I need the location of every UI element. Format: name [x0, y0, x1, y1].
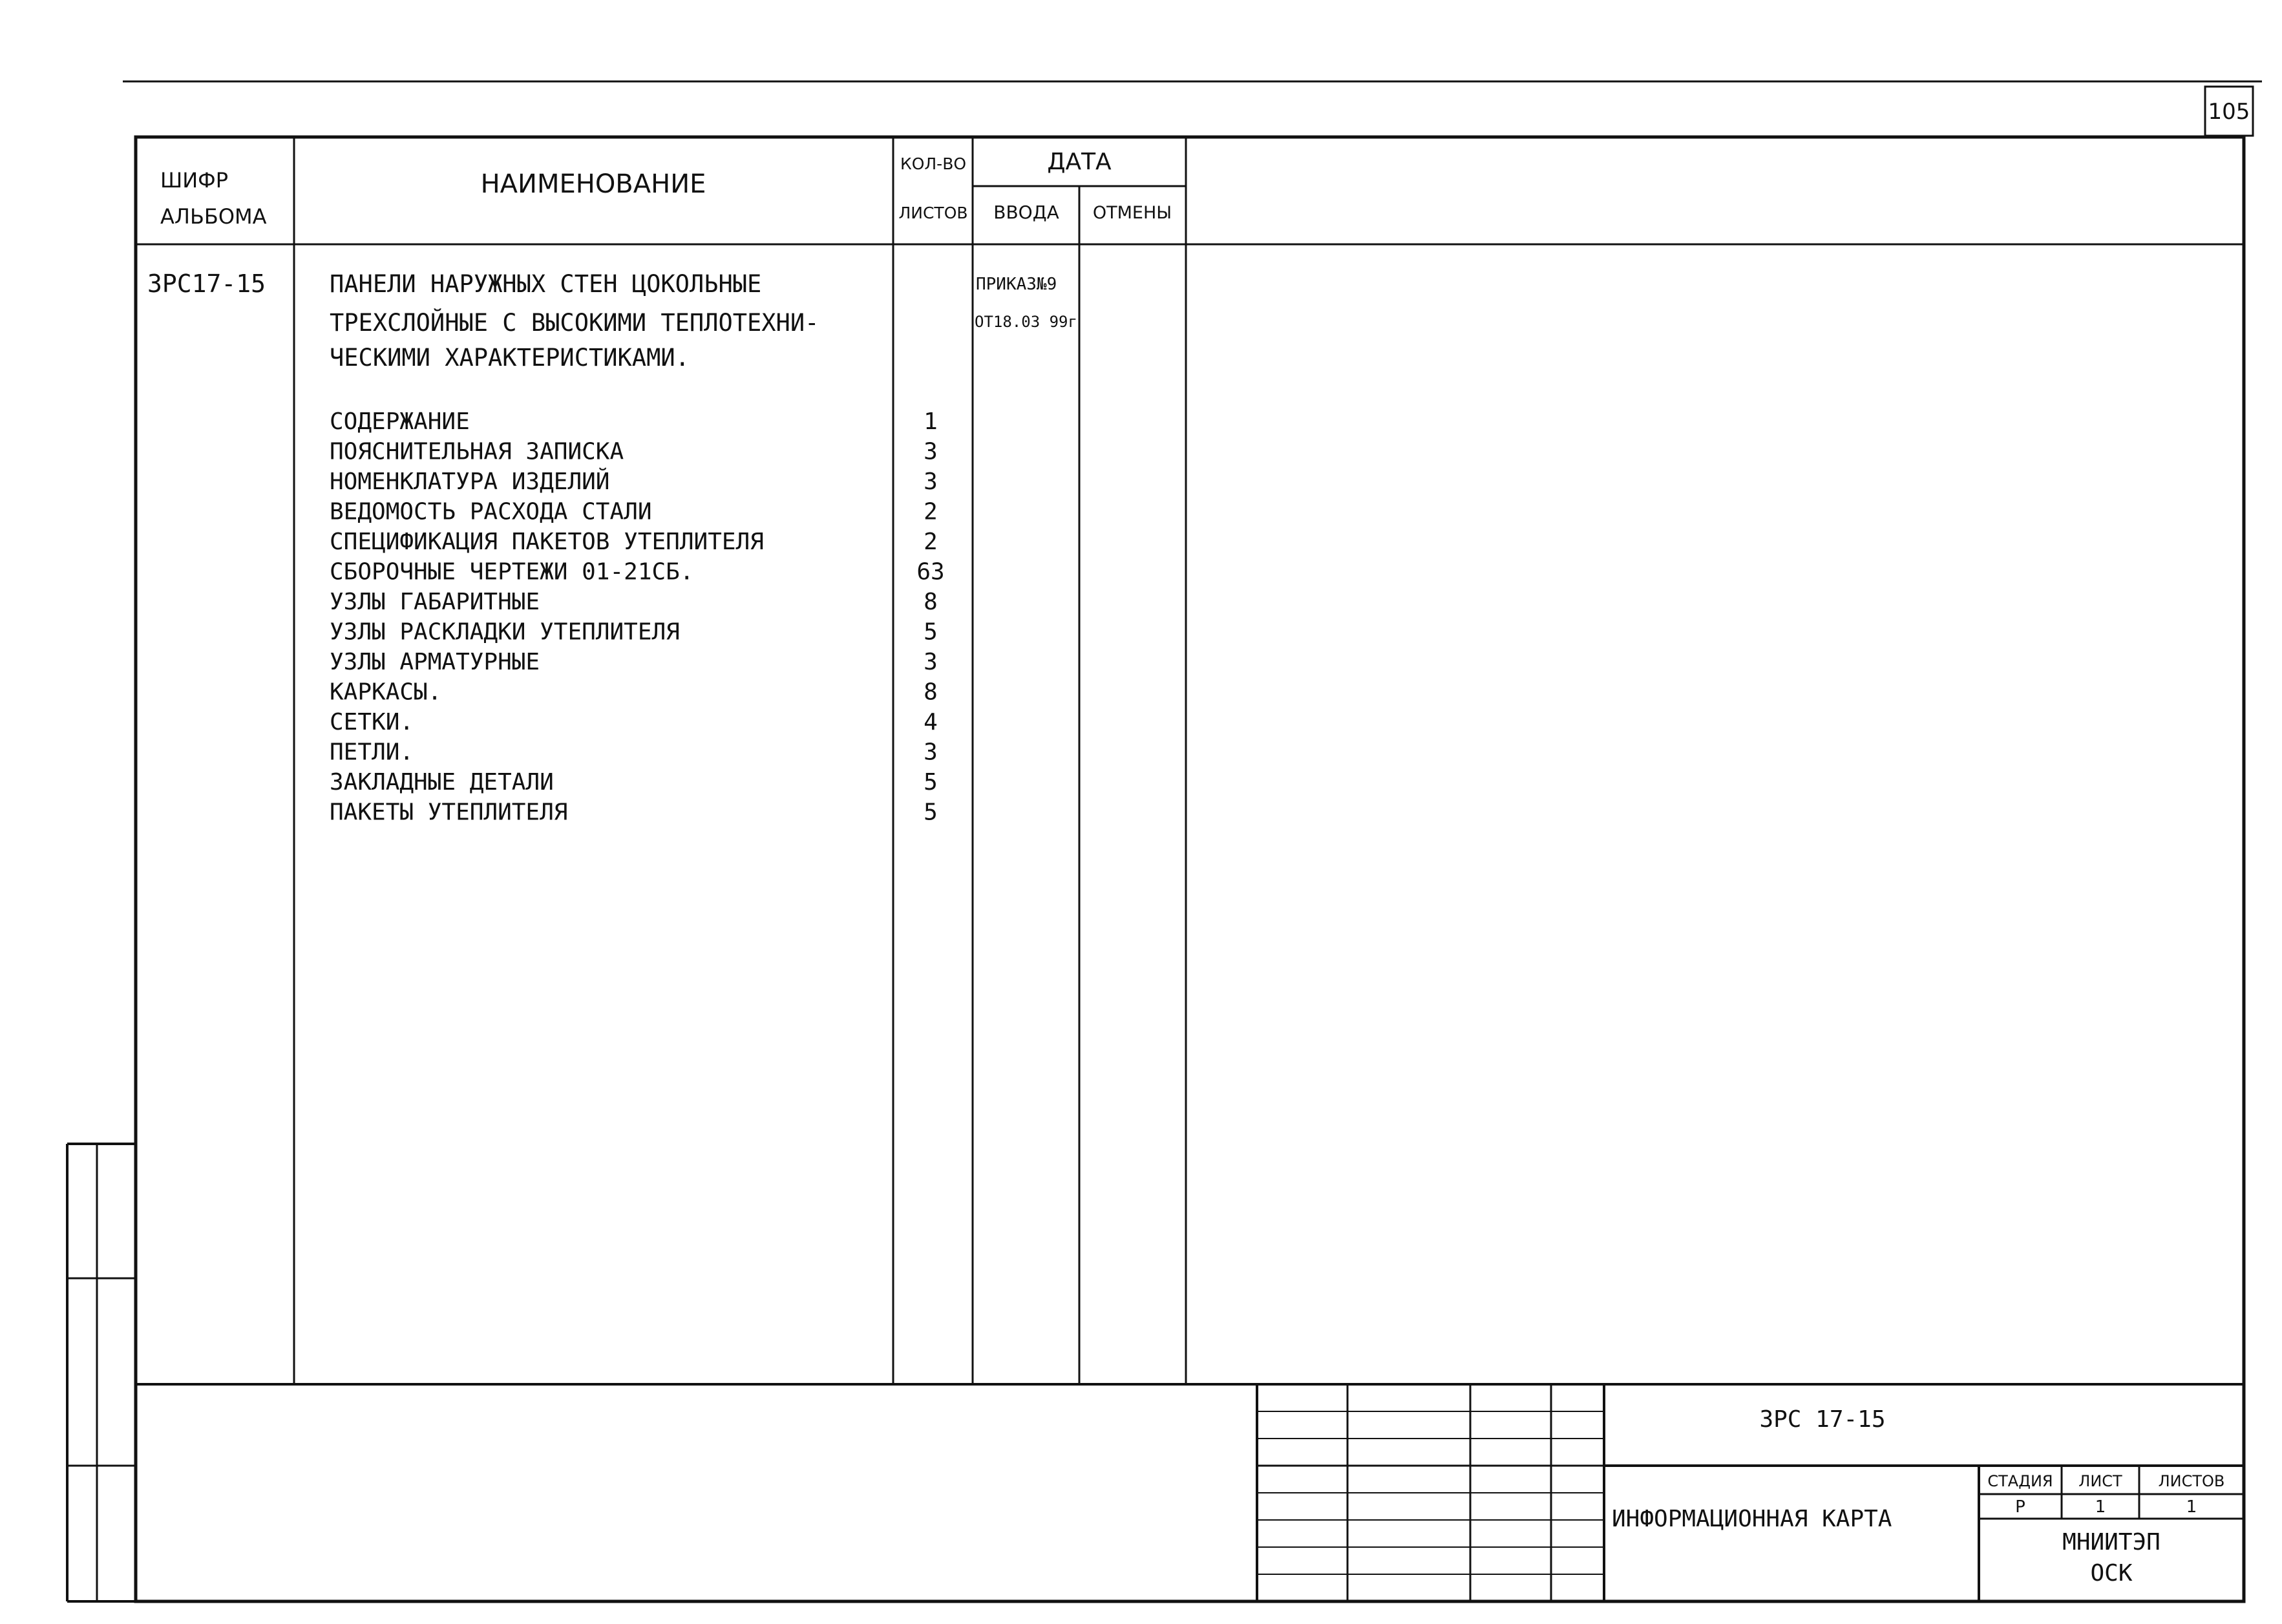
binding-strip: [67, 1144, 136, 1601]
list-item: [330, 439, 938, 465]
stage-label: СТАДИЯ: [1987, 1472, 2053, 1490]
contents-item-name: ВЕДОМОСТЬ РАСХОДА СТАЛИ: [330, 498, 652, 525]
contents-list: [330, 408, 945, 826]
contents-item-name: УЗЛЫ АРМАТУРНЫЕ: [330, 649, 540, 675]
contents-item-sheets: 8: [924, 589, 938, 615]
cipher-header-line1: ШИФР: [160, 168, 228, 193]
sheet-label: ЛИСТ: [2078, 1472, 2122, 1490]
entry-order-date: ОТ18.03 99г: [975, 313, 1077, 331]
cancel-date-header: ОТМЕНЫ: [1092, 203, 1172, 223]
contents-item-name: УЗЛЫ РАСКЛАДКИ УТЕПЛИТЕЛЯ: [330, 618, 680, 646]
contents-item-sheets: 8: [924, 679, 938, 706]
list-item: [330, 649, 938, 675]
organization-line2: ОСК: [2090, 1560, 2133, 1587]
list-item: [330, 679, 938, 706]
list-item: [330, 468, 938, 495]
album-title-line2: ТРЕХСЛОЙНЫЕ С ВЫСОКИМИ ТЕПЛОТЕХНИ-: [330, 309, 819, 337]
contents-item-sheets: 3: [924, 739, 938, 766]
page-number: 105: [2208, 99, 2250, 125]
contents-item-name: СОДЕРЖАНИЕ: [330, 408, 470, 435]
list-item: [330, 589, 938, 615]
contents-item-name: СЕТКИ.: [330, 709, 414, 735]
list-item: [330, 769, 938, 796]
date-header: ДАТА: [1047, 149, 1112, 175]
contents-item-name: КАРКАСЫ.: [330, 679, 442, 706]
album-cipher: ЗРС17-15: [147, 269, 266, 298]
title-block: [1604, 1406, 2244, 1601]
list-item: [330, 619, 938, 646]
album-title-line3: ЧЕСКИМИ ХАРАКТЕРИСТИКАМИ.: [330, 344, 690, 372]
album-record: [147, 269, 1077, 372]
title-block-code: ЗРС 17-15: [1759, 1406, 1886, 1433]
contents-item-sheets: 2: [924, 529, 938, 555]
name-header: НАИМЕНОВАНИЕ: [480, 169, 706, 199]
entry-date-header: ВВОДА: [993, 202, 1059, 223]
list-item: [330, 529, 938, 555]
contents-item-sheets: 2: [924, 498, 938, 525]
contents-item-sheets: 63: [916, 558, 945, 585]
contents-item-name: НОМЕНКЛАТУРА ИЗДЕЛИЙ: [330, 469, 610, 495]
contents-item-sheets: 3: [924, 649, 938, 675]
contents-item-name: ЗАКЛАДНЫЕ ДЕТАЛИ: [330, 769, 554, 796]
contents-item-name: ПАКЕТЫ УТЕПЛИТЕЛЯ: [330, 799, 568, 826]
organization-line1: МНИИТЭП: [2062, 1529, 2161, 1555]
contents-item-sheets: 3: [924, 469, 938, 495]
contents-item-sheets: 3: [924, 438, 938, 465]
contents-item-sheets: 1: [924, 408, 938, 435]
document-name: ИНФОРМАЦИОННАЯ КАРТА: [1612, 1506, 1892, 1532]
contents-item-sheets: 5: [924, 618, 938, 646]
page-number-box: [2205, 87, 2253, 136]
contents-item-name: СБОРОЧНЫЕ ЧЕРТЕЖИ 01-21СБ.: [330, 558, 694, 585]
contents-item-name: ПЕТЛИ.: [330, 739, 414, 766]
list-item: [330, 408, 938, 435]
table-header: [160, 149, 1172, 229]
contents-item-sheets: 5: [924, 799, 938, 826]
stage-value: Р: [2015, 1497, 2025, 1517]
contents-item-sheets: 5: [924, 769, 938, 796]
list-item: [330, 499, 938, 525]
list-item: [330, 709, 938, 735]
album-title-line1: ПАНЕЛИ НАРУЖНЫХ СТЕН ЦОКОЛЬНЫЕ: [330, 270, 762, 298]
list-item: [330, 739, 938, 766]
sheet-value: 1: [2095, 1497, 2106, 1517]
count-header-line2: ЛИСТОВ: [898, 204, 968, 222]
cipher-header-line2: АЛЬБОМА: [160, 204, 267, 229]
sheets-label: ЛИСТОВ: [2158, 1472, 2225, 1490]
list-item: [330, 799, 938, 826]
contents-item-sheets: 4: [924, 709, 938, 735]
count-header-line1: КОЛ-ВО: [900, 154, 967, 173]
sheets-value: 1: [2186, 1497, 2197, 1517]
contents-item-name: ПОЯСНИТЕЛЬНАЯ ЗАПИСКА: [330, 438, 624, 465]
contents-item-name: УЗЛЫ ГАБАРИТНЫЕ: [330, 589, 540, 615]
contents-item-name: СПЕЦИФИКАЦИЯ ПАКЕТОВ УТЕПЛИТЕЛЯ: [330, 529, 764, 555]
stamp-grid: [1257, 1384, 1604, 1601]
list-item: [330, 559, 945, 585]
entry-order: ПРИКАЗ№9: [976, 275, 1057, 294]
